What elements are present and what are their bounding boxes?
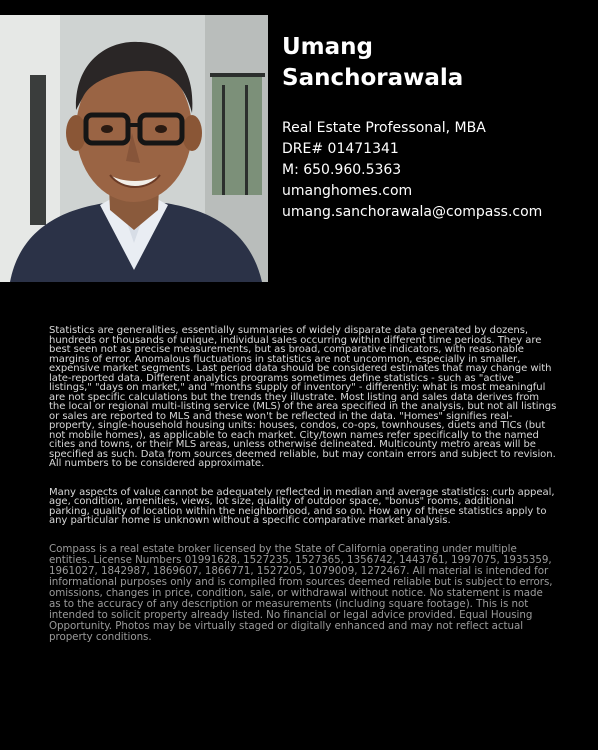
agent-first-name: Umang bbox=[282, 34, 374, 60]
agent-title: Real Estate Professonal, MBA bbox=[282, 120, 486, 136]
agent-phone[interactable]: M: 650.960.5363 bbox=[282, 162, 402, 178]
statistics-disclaimer: Statistics are generalities, essentially summaries of widely disparate data generated by dozens, hundreds or thousands of unique, individual sales occurring within different time periods. They are best seen not as precise measurements, but as broad, comparative indicators, with reasonable margins of error. Anomalous fluctuations in statistics are not uncommon, especially in smaller, expensive market segments. Last period data should be considered estimates that may change with late-reported data. Different analytics programs sometimes define statistics - such as "active listings," "days on market," and "months supply of inventory" - differently: what is most meaningful are not specific calculations but the trends they illustrate. Most listing and sales data derives from the local or regional multi-listing service (MLS) of the area specified in the analysis, but not all listings or sales are reported to MLS and these won't be reflected in the data. "Homes" signifies real-property, single-household housing units: houses, condos, co-ops, townhouses, duets and TICs (but not mobile homes), as applicable to each market. City/town names refer specifically to the named cities and towns, or their MLS areas, unless otherwise delineated. Multicounty metro areas will be specified as such. Data from sources deemed reliable, but may contain errors and subject to revision. All numbers to be considered approximate. bbox=[49, 325, 557, 469]
agent-name bbox=[282, 32, 594, 94]
agent-photo bbox=[0, 15, 268, 282]
agent-details bbox=[282, 118, 594, 223]
agent-website-link[interactable]: umanghomes.com bbox=[282, 183, 413, 199]
agent-license: DRE# 01471341 bbox=[282, 141, 399, 157]
agent-photo-illustration bbox=[0, 15, 268, 282]
agent-email-link[interactable]: umang.sanchorawala@compass.com bbox=[282, 204, 543, 220]
agent-last-name: Sanchorawala bbox=[282, 65, 464, 91]
disclaimers bbox=[49, 326, 557, 643]
compass-license-disclaimer: Compass is a real estate broker licensed by the State of California operating under multiple entities. License Numbers 01991628, 1527235, 1527365, 1356742, 1443761, 1997075, 1935359, 1961027, 1842987, 1869607, 1866771, 1527205, 1079009, 1272467. All material is intended for informational purposes only and is compiled from sources deemed reliable but is subject to errors, omissions, changes in price, condition, sale, or withdrawal without notice. No statement is made as to the accuracy of any description or measurements (including square footage). This is not intended to solicit property already listed. No financial or legal advice provided. Equal Housing Opportunity. Photos may be virtually staged or digitally enhanced and may not reflect actual property conditions. bbox=[49, 542, 553, 644]
agent-info bbox=[282, 32, 594, 223]
value-disclaimer: Many aspects of value cannot be adequately reflected in median and average statistics: curb appeal, age, condition, amenities, views, lot size, quality of outdoor space, "bonus" rooms, additional parking, quality of location within the neighborhood, and so on. How any of these statistics apply to any particular home is unknown without a specific comparative market analysis. bbox=[49, 486, 555, 526]
